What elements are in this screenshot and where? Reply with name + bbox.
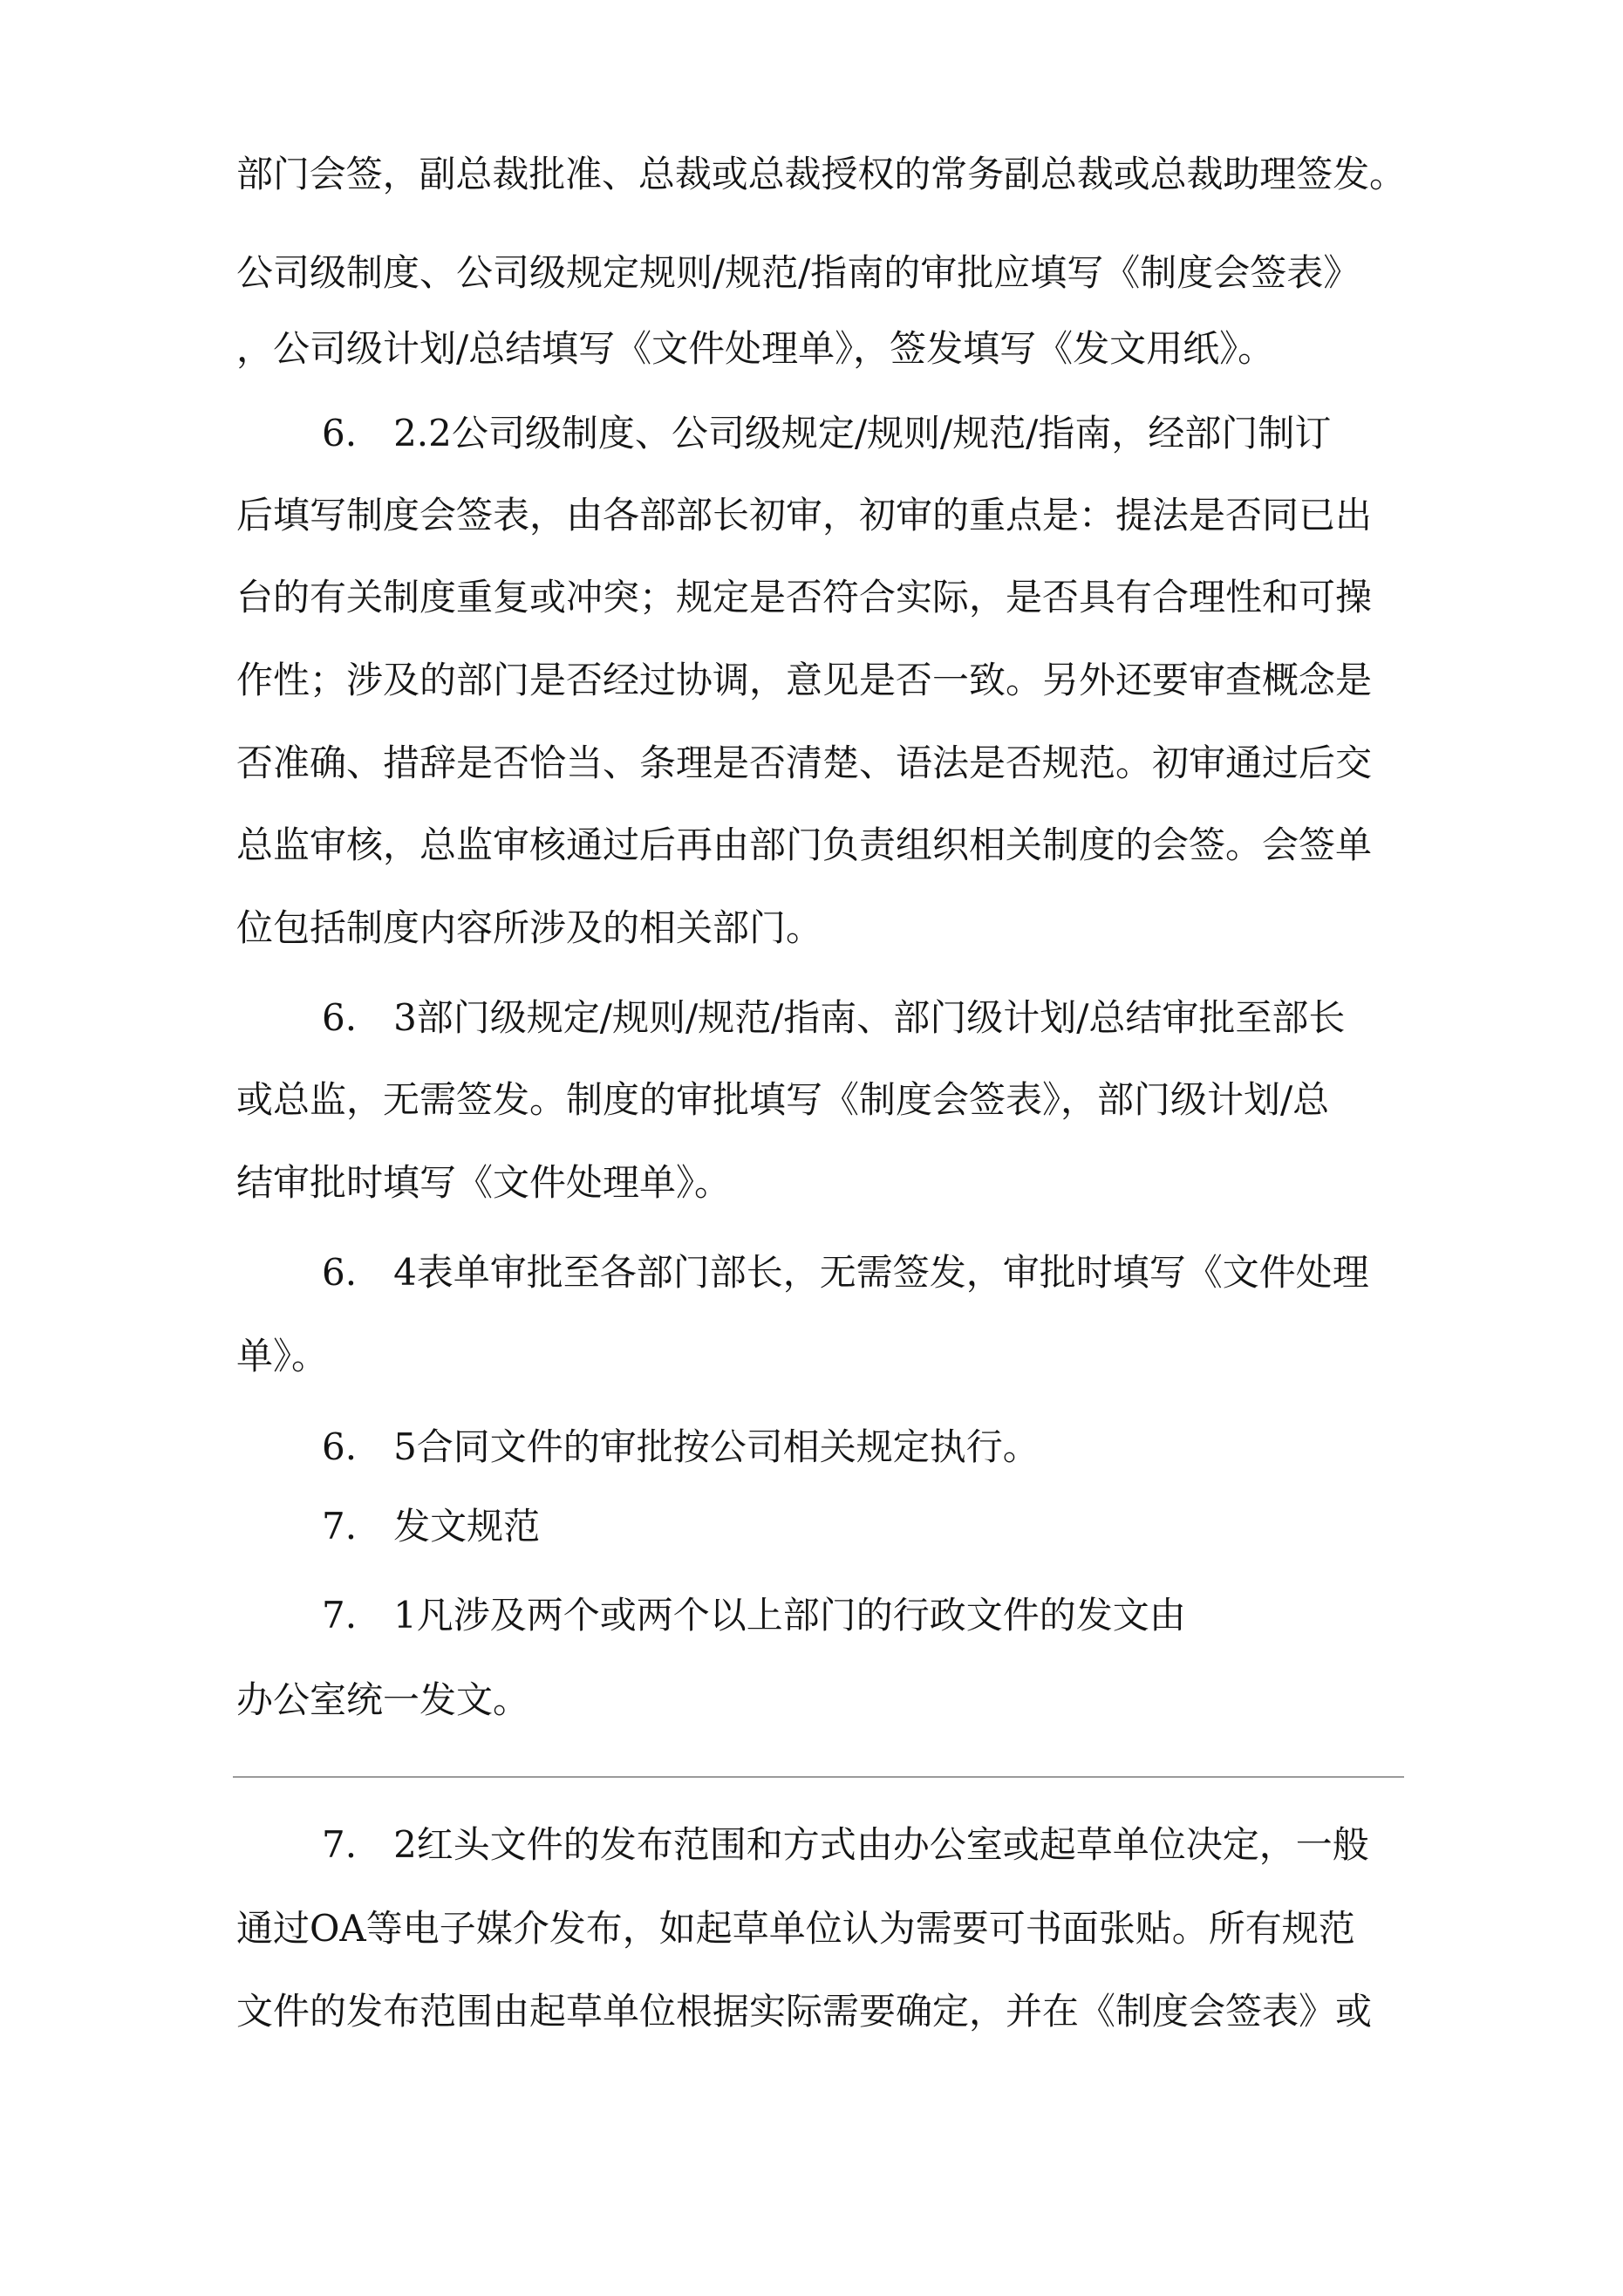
text-line: 位包括制度内容所涉及的相关部门。 — [236, 906, 823, 949]
text-line: 单》。 — [236, 1335, 329, 1377]
text-line: 否准确、措辞是否恰当、条理是否清楚、语法是否规范。初审通过后交 — [236, 741, 1373, 784]
text-line: 或总监，无需签发。制度的审批填写《制度会签表》，部门级计划/总 — [236, 1078, 1330, 1121]
text-line: 7. 发文规范 — [322, 1505, 541, 1548]
text-line: ，公司级计划/总结填写《文件处理单》，签发填写《发文用纸》。 — [236, 327, 1275, 370]
text-line: 总监审核，总监审核通过后再由部门负责组织相关制度的会签。会签单 — [236, 823, 1373, 866]
text-line: 6. 2.2公司级制度、公司级规定/规则/规范/指南，经部门制订 — [322, 412, 1332, 454]
text-line: 7. 2红头文件的发布范围和方式由办公室或起草单位决定，一般 — [322, 1823, 1369, 1866]
text-line: 通过OA等电子媒介发布，如起草单位认为需要可书面张贴。所有规范 — [236, 1907, 1355, 1950]
text-line: 作性；涉及的部门是否经过协调，意见是否一致。另外还要审查概念是 — [236, 659, 1373, 701]
text-line: 文件的发布范围由起草单位根据实际需要确定，并在《制度会签表》或 — [236, 1990, 1373, 2033]
text-line: 公司级制度、公司级规定规则/规范/指南的审批应填写《制度会签表》 — [236, 251, 1360, 294]
text-line: 后填写制度会签表，由各部部长初审，初审的重点是：提法是否同已出 — [236, 494, 1373, 536]
text-line: 办公室统一发文。 — [236, 1678, 530, 1721]
text-line: 6. 3部门级规定/规则/规范/指南、部门级计划/总结审批至部长 — [322, 996, 1346, 1039]
page-divider — [233, 1776, 1404, 1778]
text-line: 6. 5合同文件的审批按公司相关规定执行。 — [322, 1425, 1040, 1468]
text-line: 部门会签，副总裁批准、总裁或总裁授权的常务副总裁或总裁助理签发。 — [236, 153, 1406, 195]
text-line: 结审批时填写《文件处理单》。 — [236, 1161, 732, 1204]
text-line: 7. 1凡涉及两个或两个以上部门的行政文件的发文由 — [322, 1594, 1186, 1637]
text-line: 6. 4表单审批至各部门部长，无需签发，审批时填写《文件处理 — [322, 1251, 1369, 1294]
text-line: 台的有关制度重复或冲突；规定是否符合实际，是否具有合理性和可操 — [236, 576, 1373, 618]
